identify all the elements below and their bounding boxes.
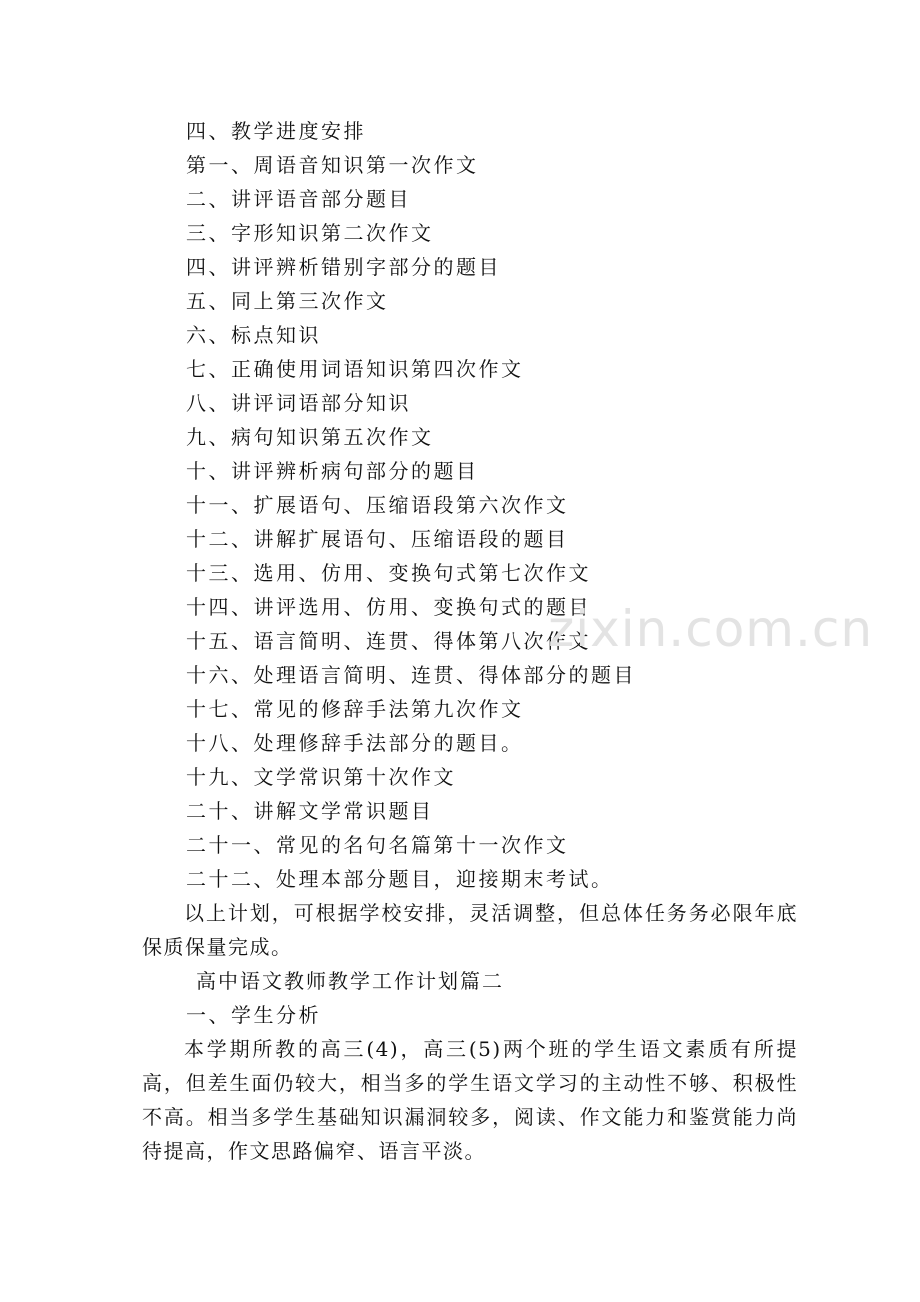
schedule-item: 二十、讲解文学常识题目 — [186, 799, 434, 823]
schedule-item: 十五、语言简明、连贯、得体第八次作文 — [186, 629, 591, 653]
schedule-item: 十一、扩展语句、压缩语段第六次作文 — [186, 493, 569, 517]
schedule-item: 十七、常见的修辞手法第九次作文 — [186, 697, 524, 721]
schedule-item: 十、讲评辨析病句部分的题目 — [186, 459, 479, 483]
schedule-item: 九、病句知识第五次作文 — [186, 425, 434, 449]
schedule-item: 二十一、常见的名句名篇第十一次作文 — [186, 833, 569, 857]
schedule-item: 八、讲评词语部分知识 — [186, 391, 411, 415]
schedule-item: 六、标点知识 — [186, 323, 321, 347]
schedule-item: 十四、讲评选用、仿用、变换句式的题目 — [186, 595, 591, 619]
watermark: zixin.com.cn — [548, 600, 874, 658]
schedule-item: 四、讲评辨析错别字部分的题目 — [186, 255, 501, 279]
student-analysis-paragraph: 本学期所教的高三(4)，高三(5)两个班的学生语文素质有所提高，但差生面仍较大，相当多的学生语文学习的主动性不够、积极性不高。相当多学生基础知识漏洞较多，阅读、作文能力和鉴赏能力尚待提高，作文思路偏窄、语言平淡。 — [142, 1037, 798, 1163]
schedule-item: 十三、选用、仿用、变换句式第七次作文 — [186, 561, 591, 585]
schedule-item: 二、讲评语音部分题目 — [186, 187, 411, 211]
schedule-item: 十六、处理语言简明、连贯、得体部分的题目 — [186, 663, 636, 687]
section-title: 高中语文教师教学工作计划篇二 — [196, 969, 504, 993]
schedule-item: 三、字形知识第二次作文 — [186, 221, 434, 245]
schedule-item: 五、同上第三次作文 — [186, 289, 389, 313]
closing-paragraph: 以上计划，可根据学校安排，灵活调整，但总体任务务必限年底保质保量完成。 — [142, 901, 798, 959]
schedule-item: 第一、周语音知识第一次作文 — [186, 153, 479, 177]
schedule-item: 十八、处理修辞手法部分的题目。 — [186, 731, 524, 755]
schedule-heading: 四、教学进度安排 — [186, 119, 366, 143]
schedule-item: 十九、文学常识第十次作文 — [186, 765, 456, 789]
schedule-item: 二十二、处理本部分题目，迎接期末考试。 — [186, 867, 614, 891]
schedule-item: 十二、讲解扩展语句、压缩语段的题目 — [186, 527, 569, 551]
schedule-item: 七、正确使用词语知识第四次作文 — [186, 357, 524, 381]
section-heading: 一、学生分析 — [186, 1003, 321, 1027]
